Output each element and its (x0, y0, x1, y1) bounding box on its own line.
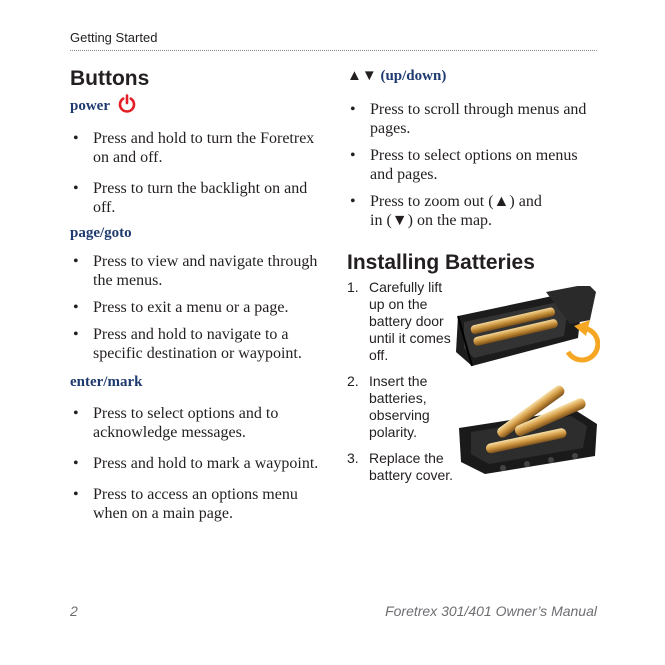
enter-mark-subheading: enter/mark (70, 374, 143, 390)
section-title: Getting Started (70, 30, 158, 45)
list-item: • Press to scroll through menus and pages. (347, 100, 602, 138)
page-goto-list (70, 252, 320, 363)
step-text: Insert the batteries, observing polarity. (369, 373, 430, 440)
step-number: 2. (347, 373, 359, 389)
list-item: • Press to select options and to acknowledge messages. (70, 404, 320, 442)
list-item: • Press to access an options menu when on a main page. (70, 485, 320, 523)
up-down-list (347, 100, 602, 230)
page-number: 2 (70, 603, 78, 619)
battery-door-illustration (450, 286, 600, 378)
list-item: • Press to view and navigate through the menus. (70, 252, 320, 290)
installing-batteries-heading: Installing Batteries (347, 251, 535, 274)
list-item: • Press to select options on menus and pages. (347, 146, 602, 184)
buttons-heading: Buttons (70, 67, 150, 90)
list-item (347, 192, 602, 230)
zoom-text-a: Press to zoom out ( (370, 193, 494, 210)
power-subheading (70, 94, 320, 120)
zoom-text-c: in ( (370, 212, 392, 229)
step-item (347, 279, 461, 364)
page-goto-subheading: page/goto (70, 225, 132, 241)
zoom-text-d: ) on the map. (407, 212, 493, 229)
enter-mark-list (70, 404, 320, 523)
list-item: • Press and hold to navigate to a specific destination or waypoint. (70, 325, 320, 363)
insert-batteries-illustration (455, 384, 600, 476)
power-label: power (70, 98, 110, 114)
up-down-symbols: ▲▼ (347, 68, 377, 84)
step-number: 1. (347, 279, 359, 295)
manual-title: Foretrex 301/401 Owner’s Manual (385, 603, 597, 619)
power-list (70, 129, 320, 217)
list-item: • Press to exit a menu or a page. (70, 298, 320, 317)
step-text: Carefully lift up on the battery door until it comes off. (369, 279, 451, 363)
up-down-label: (up/down) (380, 68, 447, 84)
list-item: • Press and hold to mark a waypoint. (70, 454, 320, 473)
down-arrow-icon: ▼ (391, 212, 408, 229)
up-down-subheading (347, 66, 602, 86)
zoom-text-b: ) and (509, 193, 542, 210)
left-column (70, 66, 320, 523)
step-text: Replace the battery cover. (369, 450, 454, 483)
up-arrow-icon: ▲ (493, 193, 510, 210)
list-item: • Press and hold to turn the Foretrex on and off. (70, 129, 320, 167)
running-header (70, 30, 597, 51)
power-icon (117, 94, 137, 120)
step-number: 3. (347, 450, 359, 466)
step-item (347, 373, 461, 441)
list-item: • Press to turn the backlight on and off. (70, 179, 320, 217)
